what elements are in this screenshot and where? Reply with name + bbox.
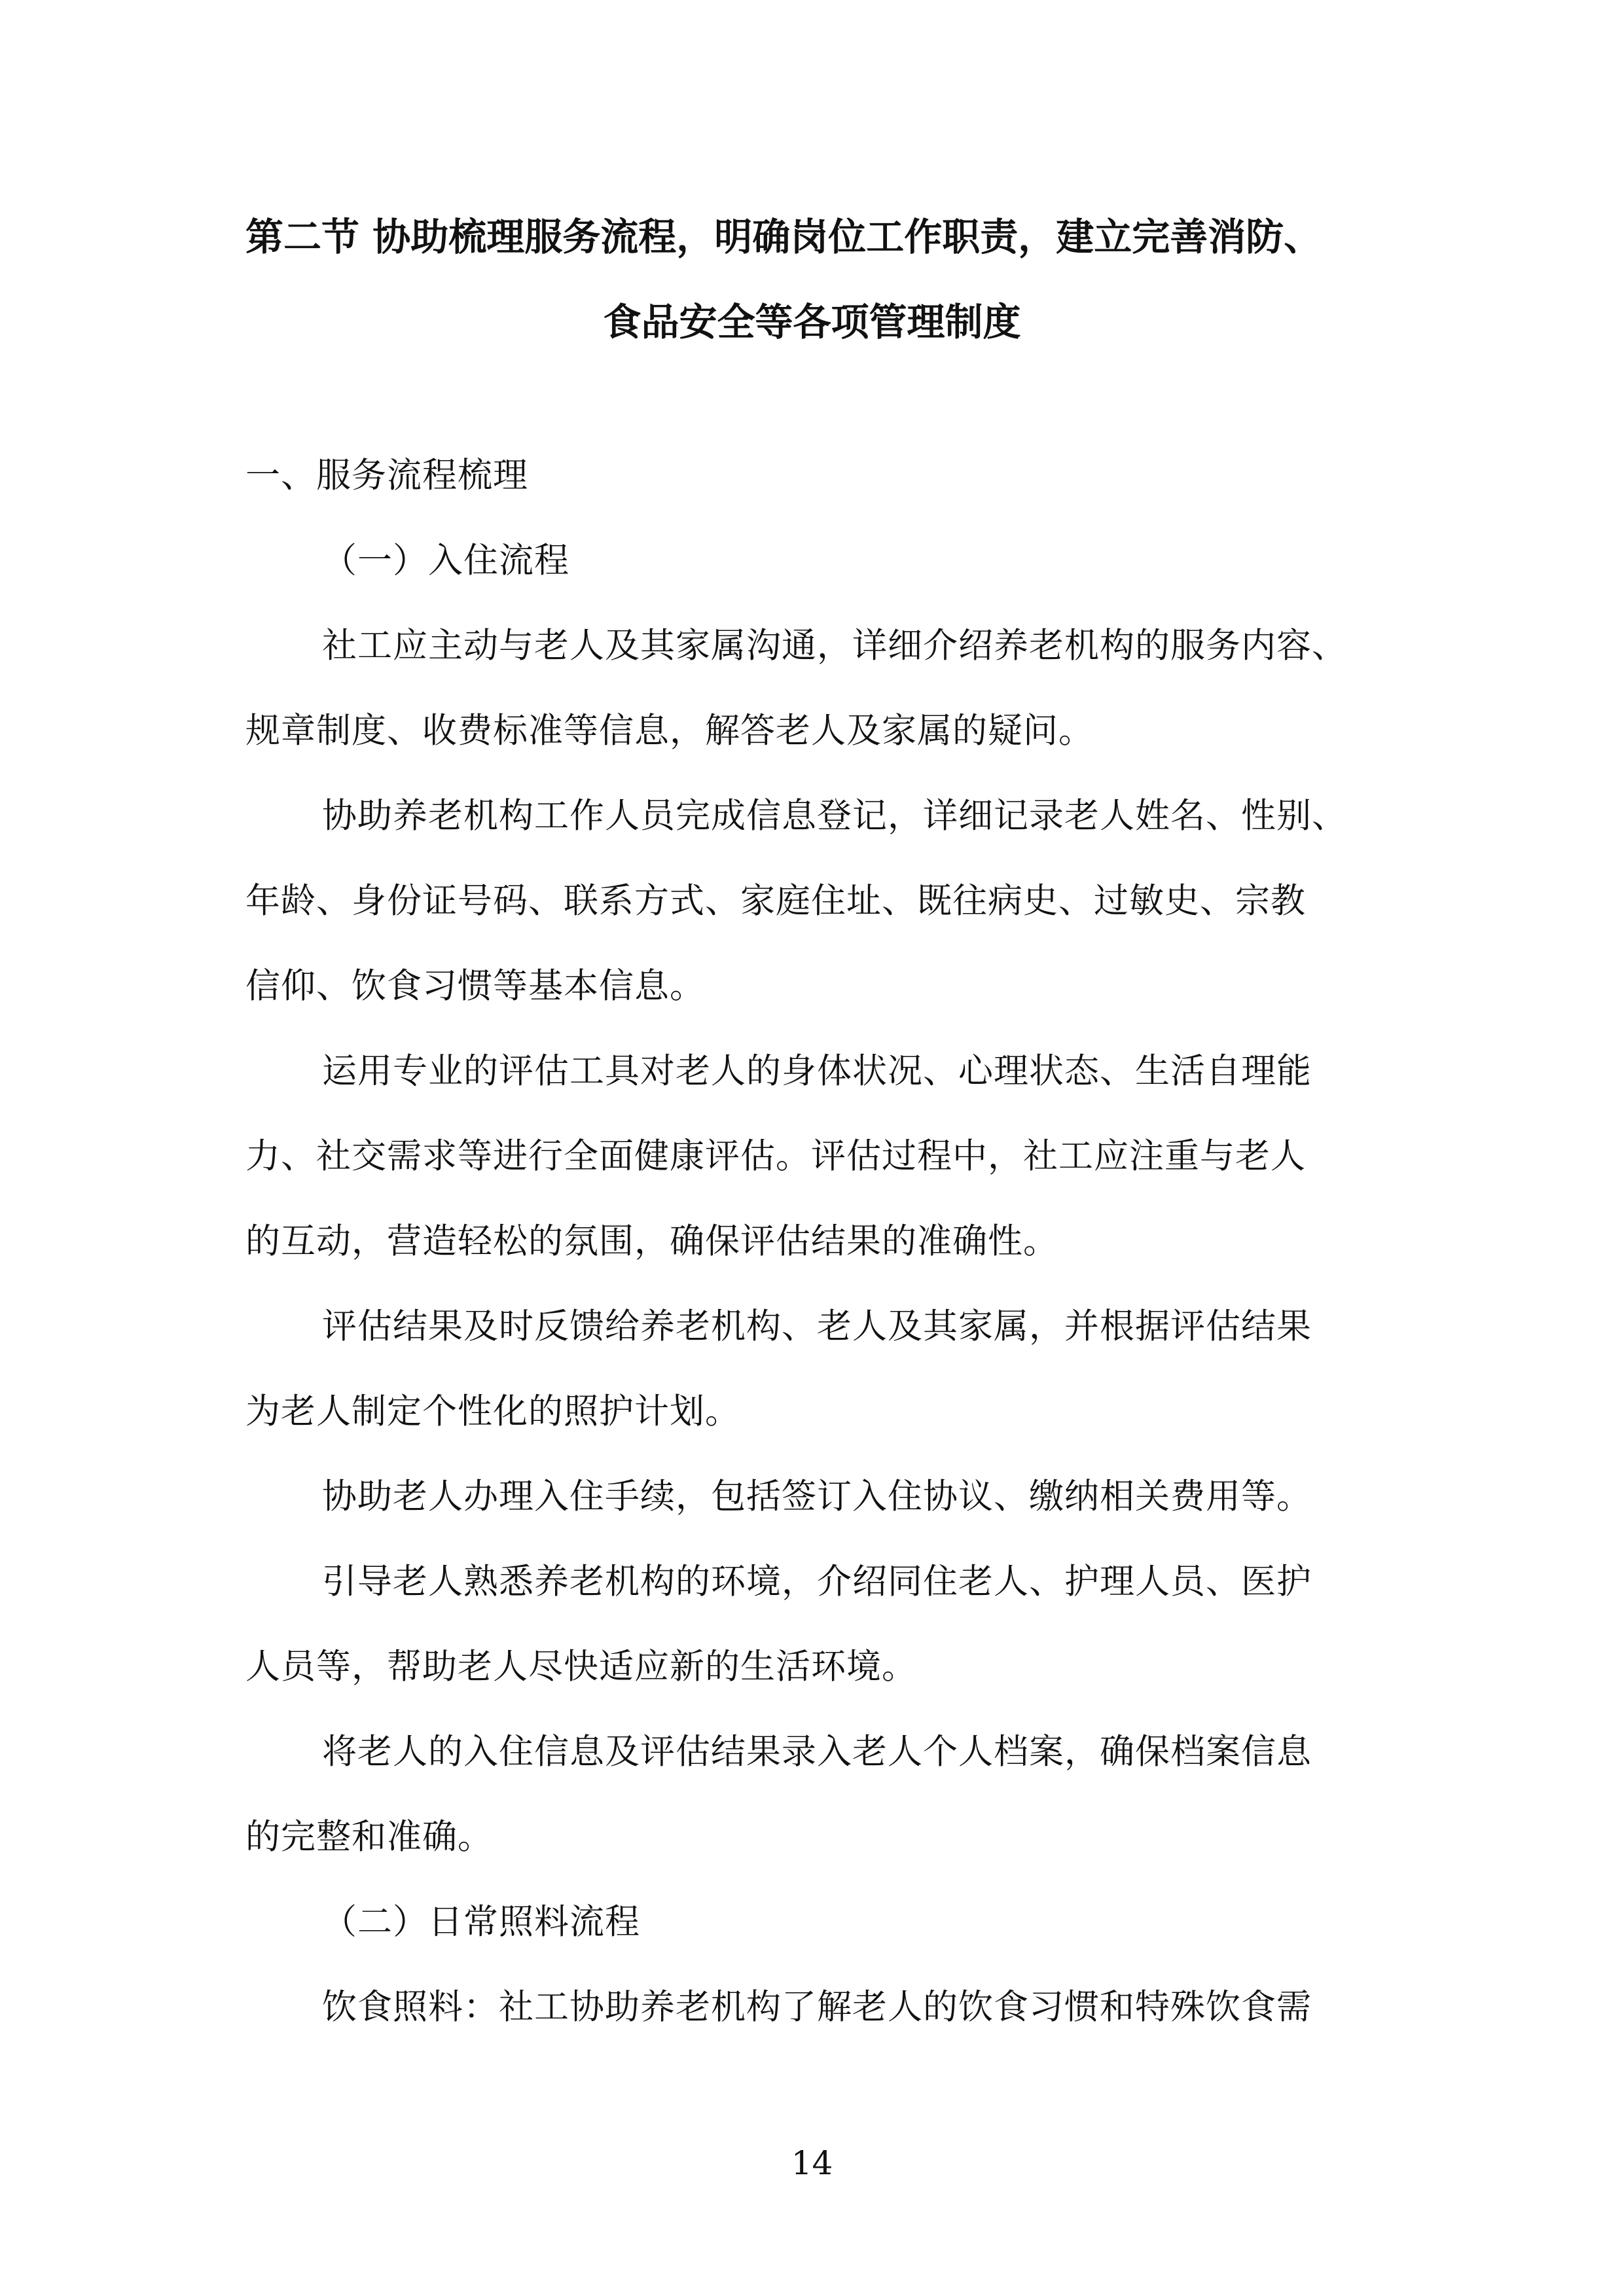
subheading-admission-process: （一）入住流程 [322,541,569,581]
section-title-line-2: 食品安全等各项管理制度 [603,300,1021,344]
subheading-daily-care-process: （二）日常照料流程 [322,1902,640,1942]
paragraph-line: 信仰、饮食习惯等基本信息。 [245,966,705,1006]
paragraph-line: 人员等，帮助老人尽快适应新的生活环境。 [245,1647,917,1687]
heading-service-process: 一、服务流程梳理 [245,456,528,495]
paragraph-line: 年龄、身份证号码、联系方式、家庭住址、既往病史、过敏史、宗教 [245,881,1306,921]
paragraph-line: 的互动，营造轻松的氛围，确保评估结果的准确性。 [245,1221,1058,1261]
page-number: 14 [791,2144,833,2182]
paragraph-line: 将老人的入住信息及评估结果录入老人个人档案，确保档案信息 [322,1732,1312,1772]
paragraph-line: 运用专业的评估工具对老人的身体状况、心理状态、生活自理能 [322,1051,1312,1091]
paragraph-line: 评估结果及时反馈给养老机构、老人及其家属，并根据评估结果 [322,1306,1312,1346]
paragraph-line: 饮食照料：社工协助养老机构了解老人的饮食习惯和特殊饮食需 [322,1987,1312,2027]
paragraph-line: 规章制度、收费标准等信息，解答老人及家属的疑问。 [245,711,1094,751]
paragraph-line: 协助老人办理入住手续，包括签订入住协议、缴纳相关费用等。 [322,1477,1312,1516]
paragraph-line: 为老人制定个性化的照护计划。 [245,1391,740,1431]
section-title-line-1: 第二节 协助梳理服务流程，明确岗位工作职责，建立完善消防、 [245,215,1322,259]
paragraph-line: 协助养老机构工作人员完成信息登记，详细记录老人姓名、性别、 [322,796,1347,836]
paragraph-line: 力、社交需求等进行全面健康评估。评估过程中，社工应注重与老人 [245,1136,1306,1176]
paragraph-line: 引导老人熟悉养老机构的环境，介绍同住老人、护理人员、医护 [322,1562,1312,1602]
paragraph-line: 的完整和准确。 [245,1817,493,1857]
paragraph-line: 社工应主动与老人及其家属沟通，详细介绍养老机构的服务内容、 [322,626,1347,666]
